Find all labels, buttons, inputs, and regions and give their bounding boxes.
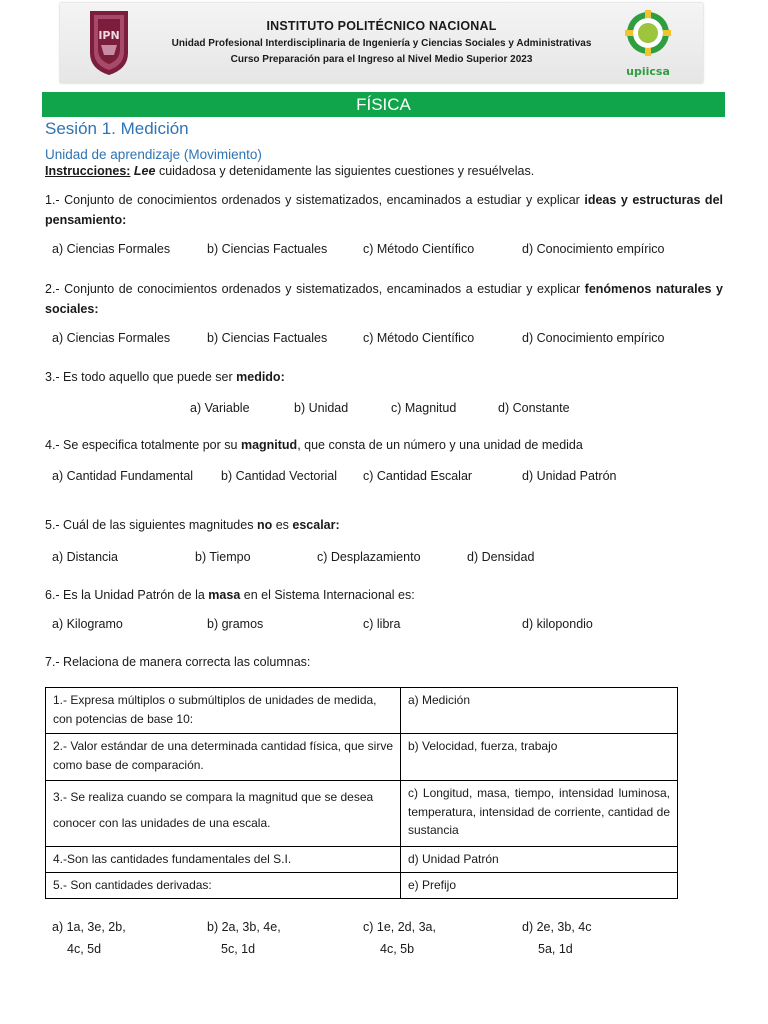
table-cell-left: 3.- Se realiza cuando se compara la magnitud que se desea conocer con las unidades de una escala. [46, 781, 401, 847]
q6-option-a[interactable]: a) Kilogramo [52, 617, 123, 631]
q7-option-b-line1: b) 2a, 3b, 4e, [207, 920, 281, 934]
q2-option-a[interactable]: a) Ciencias Formales [52, 331, 171, 345]
q5-option-d[interactable]: d) Densidad [467, 550, 535, 564]
subject-banner: FÍSICA [42, 92, 725, 117]
question-5-mid: es [275, 518, 289, 532]
question-2 [45, 279, 723, 319]
q7-option-d[interactable] [522, 916, 592, 960]
q2-option-c[interactable]: c) Método Científico [363, 331, 475, 345]
q1-option-b[interactable]: b) Ciencias Factuales [207, 242, 328, 256]
document-header [60, 3, 703, 83]
question-6-suffix: en el Sistema Internacional es: [243, 588, 415, 602]
q4-option-d[interactable]: d) Unidad Patrón [522, 469, 617, 483]
q2-option-b[interactable]: b) Ciencias Factuales [207, 331, 328, 345]
table-cell-right: b) Velocidad, fuerza, trabajo [401, 734, 678, 781]
question-3 [45, 370, 285, 384]
question-3-emphasis: medido: [236, 370, 285, 384]
institute-title: INSTITUTO POLITÉCNICO NACIONAL [266, 19, 497, 33]
q5-option-b[interactable]: b) Tiempo [195, 550, 251, 564]
question-1 [45, 190, 723, 230]
table-row [46, 847, 678, 873]
q3-option-a[interactable]: a) Variable [190, 401, 250, 415]
table-cell-left: 5.- Son cantidades derivadas: [46, 873, 401, 899]
q7-option-c[interactable] [363, 916, 436, 960]
q4-option-a[interactable]: a) Cantidad Fundamental [52, 469, 194, 483]
table-row [46, 873, 678, 899]
question-1-text: 1.- Conjunto de conocimientos ordenados y sistematizados, encaminados a estudiar y explicar [45, 193, 580, 207]
q5-option-c[interactable]: c) Desplazamiento [317, 550, 421, 564]
session-title: Sesión 1. Medición [45, 119, 189, 138]
q3-option-b[interactable]: b) Unidad [294, 401, 349, 415]
q7-option-c-line2: 4c, 5b [380, 942, 415, 956]
question-3-text: 3.- Es todo aquello que puede ser [45, 370, 233, 384]
svg-text:upiicsa: upiicsa [626, 65, 670, 78]
instructions-verb: Lee [133, 164, 156, 178]
matching-table [45, 687, 678, 899]
question-7: 7.- Relaciona de manera correcta las columnas: [45, 655, 311, 669]
question-5-emphasis: no [256, 518, 273, 532]
q7-option-a[interactable] [52, 916, 126, 960]
q4-option-b[interactable]: b) Cantidad Vectorial [221, 469, 338, 483]
instructions-text: cuidadosa y detenidamente las siguientes cuestiones y resuélvelas. [158, 164, 535, 178]
q5-option-a[interactable]: a) Distancia [52, 550, 118, 564]
table-row [46, 688, 678, 734]
table-cell-left: 4.-Son las cantidades fundamentales del S.I. [46, 847, 401, 873]
table-row [46, 734, 678, 781]
learning-unit: Unidad de aprendizaje (Movimiento) [45, 147, 262, 162]
question-4-suffix: , que consta de un número y una unidad de medida [297, 438, 583, 452]
q1-option-d[interactable]: d) Conocimiento empírico [522, 242, 665, 256]
question-4-text: 4.- Se especifica totalmente por su [45, 438, 238, 452]
q7-option-a-line2: 4c, 5d [67, 942, 102, 956]
table-cell-left: 2.- Valor estándar de una determinada cantidad física, que sirve como base de comparación. [46, 734, 401, 781]
q3-option-d[interactable]: d) Constante [498, 401, 570, 415]
q1-option-a[interactable]: a) Ciencias Formales [52, 242, 171, 256]
question-4-emphasis: magnitud [240, 438, 298, 452]
course-title: Curso Preparación para el Ingreso al Nivel Medio Superior 2023 [230, 54, 533, 65]
unit-subtitle: Unidad Profesional Interdisciplinaria de Ingeniería y Ciencias Sociales y Administrativas [171, 38, 592, 49]
question-1-emphasis: ideas y estructuras del pensamiento: [45, 193, 723, 227]
question-4 [45, 438, 583, 452]
q4-option-c[interactable]: c) Cantidad Escalar [363, 469, 473, 483]
table-cell-right: d) Unidad Patrón [401, 847, 678, 873]
question-6-text: 6.- Es la Unidad Patrón de la [45, 588, 209, 602]
table-cell-left: 1.- Expresa múltiplos o submúltiplos de unidades de medida, con potencias de base 10: [46, 688, 401, 734]
q7-option-d-line1: d) 2e, 3b, 4c [522, 920, 592, 934]
q7-option-b-line2: 5c, 1d [221, 942, 256, 956]
question-6 [45, 588, 415, 602]
q6-option-b[interactable]: b) gramos [207, 617, 264, 631]
upiicsa-logo-icon [618, 7, 678, 81]
question-2-text: 2.- Conjunto de conocimientos ordenados y sistematizados, encaminados a estudiar y explicar [45, 282, 581, 296]
question-5-text: 5.- Cuál de las siguientes magnitudes [45, 518, 254, 532]
q6-option-c[interactable]: c) libra [363, 617, 401, 631]
question-6-emphasis: masa [208, 588, 241, 602]
table-cell-right: c) Longitud, masa, tiempo, intensidad luminosa, temperatura, intensidad de corriente, cantidad de sustancia [401, 781, 678, 847]
q7-option-a-line1: a) 1a, 3e, 2b, [52, 920, 126, 934]
question-5-emphasis-2: escalar: [292, 518, 340, 532]
instructions [45, 164, 534, 178]
q7-option-b[interactable] [207, 916, 281, 960]
table-cell-right: e) Prefijo [401, 873, 678, 899]
table-row [46, 781, 678, 847]
instructions-label: Instrucciones: [45, 164, 131, 178]
q7-option-c-line1: c) 1e, 2d, 3a, [363, 920, 436, 934]
q3-option-c[interactable]: c) Magnitud [391, 401, 457, 415]
question-5 [45, 518, 340, 532]
svg-text:IPN: IPN [98, 29, 120, 42]
q1-option-c[interactable]: c) Método Científico [363, 242, 475, 256]
q7-option-d-line2: 5a, 1d [538, 942, 573, 956]
q2-option-d[interactable]: d) Conocimiento empírico [522, 331, 665, 345]
question-2-emphasis: fenómenos naturales y sociales: [45, 282, 723, 316]
q6-option-d[interactable]: d) kilopondio [522, 617, 593, 631]
table-cell-right: a) Medición [401, 688, 678, 734]
